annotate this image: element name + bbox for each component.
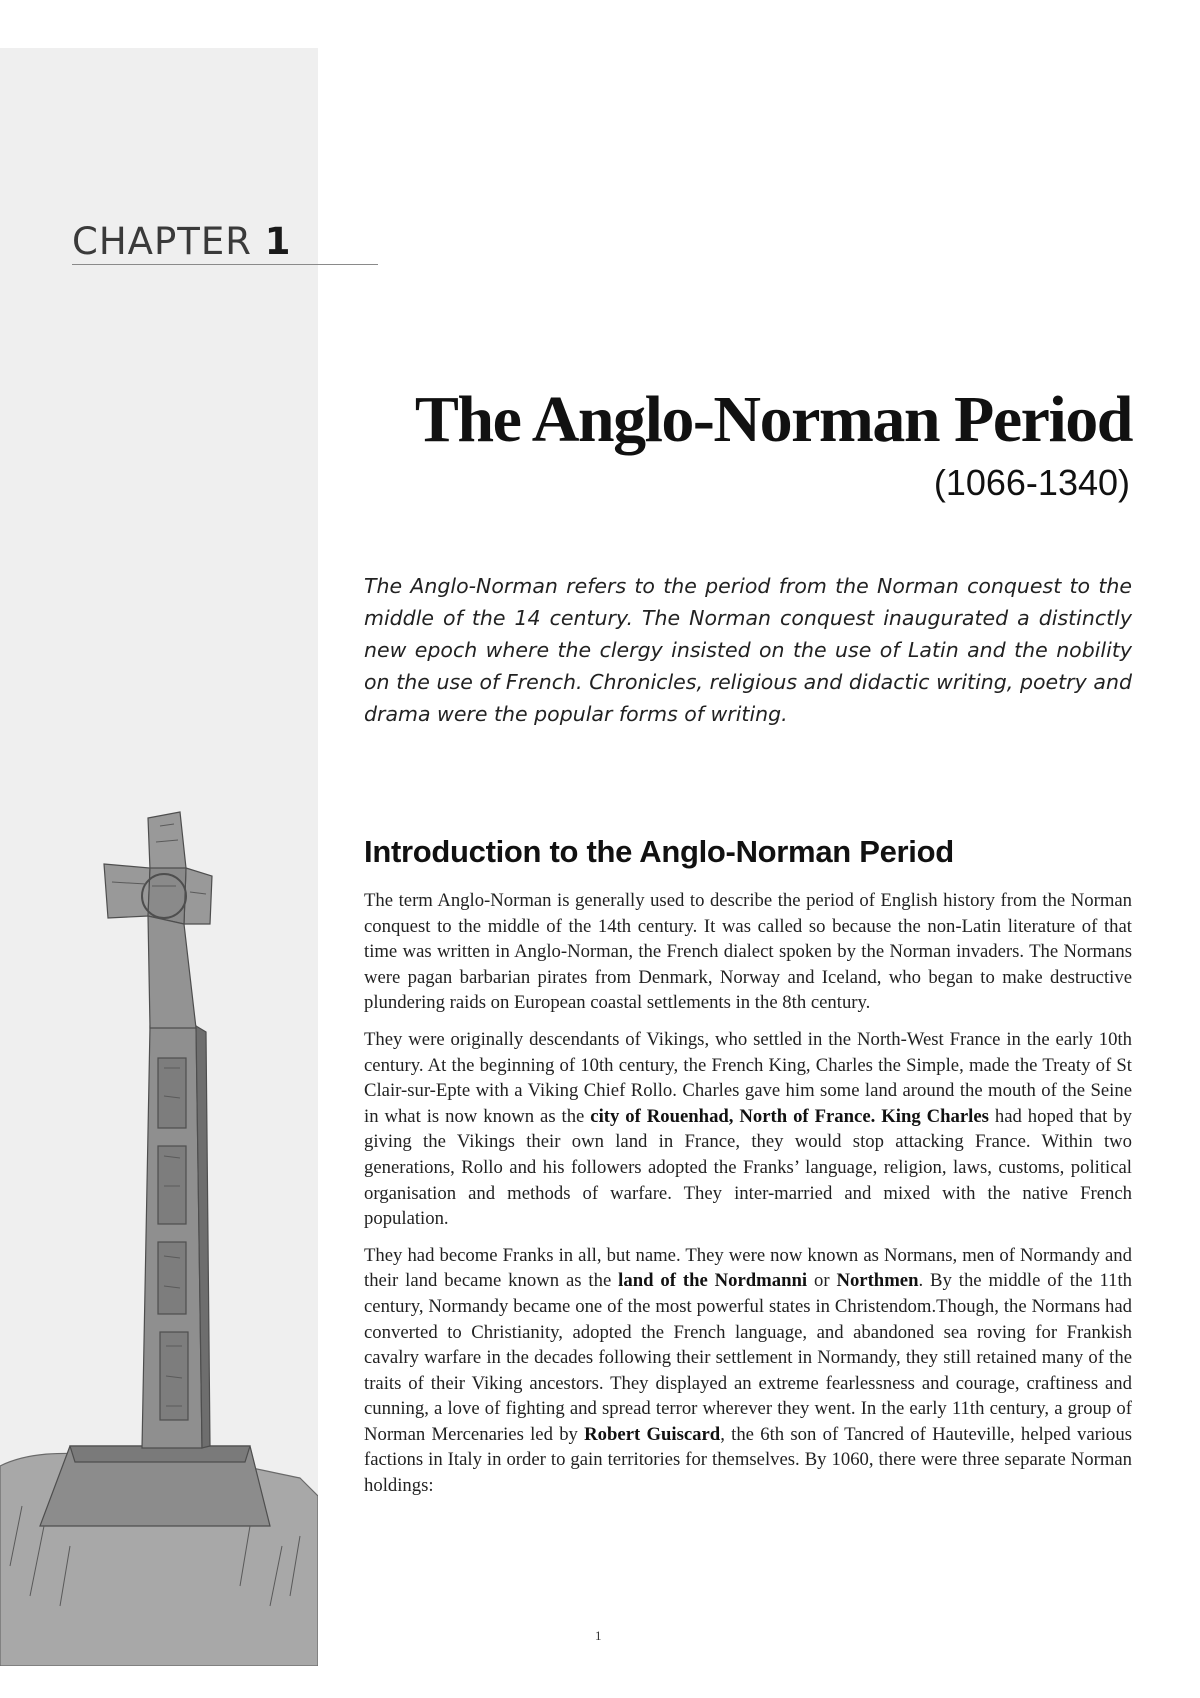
celtic-cross-illustration [0, 806, 318, 1666]
body-text [364, 888, 1132, 1510]
text-run: They were originally descendants of Vikings, who settled in the North-West France in the early 10th century. At the beginning of 10th century, the French King, Charles the Simple, made the Treaty of St Clair-sur-Epte with a Viking Chief Rollo. Charles gave him some land around the mouth of the Seine in what is now known as the [364, 1028, 1132, 1127]
paragraph-3 [364, 1243, 1132, 1499]
text-run: , the 6th son of Tancred of Hauteville, helped various factions in Italy in order to gain territories for themselves. By 1060, there were three separate Norman holdings: [364, 1423, 1132, 1497]
bold-run: King Charles [881, 1105, 989, 1127]
paragraph-1: The term Anglo-Norman is generally used to describe the period of English history from the Norman conquest to the middle of the 14th century. It was called so because the non-Latin literature of that time was written in Anglo-Norman, the French dialect spoken by the Norman invaders. The Normans were pagan barbarian pirates from Denmark, Norway and Iceland, who began to make destructive plundering raids on European coastal settlements in the 8th century. [364, 890, 1132, 1014]
text-run: . By the middle of the 11th century, Normandy became one of the most powerful states in Christendom.Though, the Normans had converted to Christianity, adopted the French language, and abandoned sea roving for Frankish cavalry warfare in the decades following their settlement in Normandy, they still retained many of the traits of their Viking ancestors. They displayed an extreme fearlessness and courage, craftiness and cunning, a love of fighting and spread terror wherever they went. In the early 11th century, a group of Norman Mercenaries led by [364, 1270, 1133, 1445]
section-heading: Introduction to the Anglo-Norman Period [364, 834, 954, 869]
chapter-word: CHAPTER [72, 220, 252, 263]
bold-run: Robert Guiscard [584, 1423, 721, 1445]
chapter-label [72, 220, 291, 263]
bold-run: Northmen [836, 1270, 919, 1292]
bold-run: city of Rouenhad, North of France. [590, 1105, 876, 1127]
page-subtitle: (1066-1340) [933, 462, 1130, 503]
chapter-divider [72, 264, 378, 265]
text-run: They had become Franks in all, but name. They were now known as Normans, men of Normandy and their land became known as the [364, 1244, 1132, 1292]
bold-run: land of the Nordmanni [618, 1270, 808, 1292]
paragraph-2 [364, 1027, 1132, 1232]
page-title: The Anglo-Norman Period [414, 383, 1132, 456]
text-run: or [807, 1270, 837, 1292]
chapter-abstract: The Anglo-Norman refers to the period from the Norman conquest to the middle of the 14 century. The Norman conquest inaugurated a distinctly new epoch where the clergy insisted on the use of Latin and the nobility on the use of French. Chronicles, religious and didactic writing, poetry and drama were the popular forms of writing. [364, 574, 1132, 726]
text-run: had hoped that by giving the Vikings their own land in France, they would stop attacking France. Within two generations, Rollo and his followers adopted the Franks’ language, religion, laws, customs, political organisation and methods of warfare. They inter-married and mixed with the native French population. [364, 1105, 1132, 1230]
page-number: 1 [595, 1628, 602, 1643]
chapter-number: 1 [264, 220, 292, 263]
